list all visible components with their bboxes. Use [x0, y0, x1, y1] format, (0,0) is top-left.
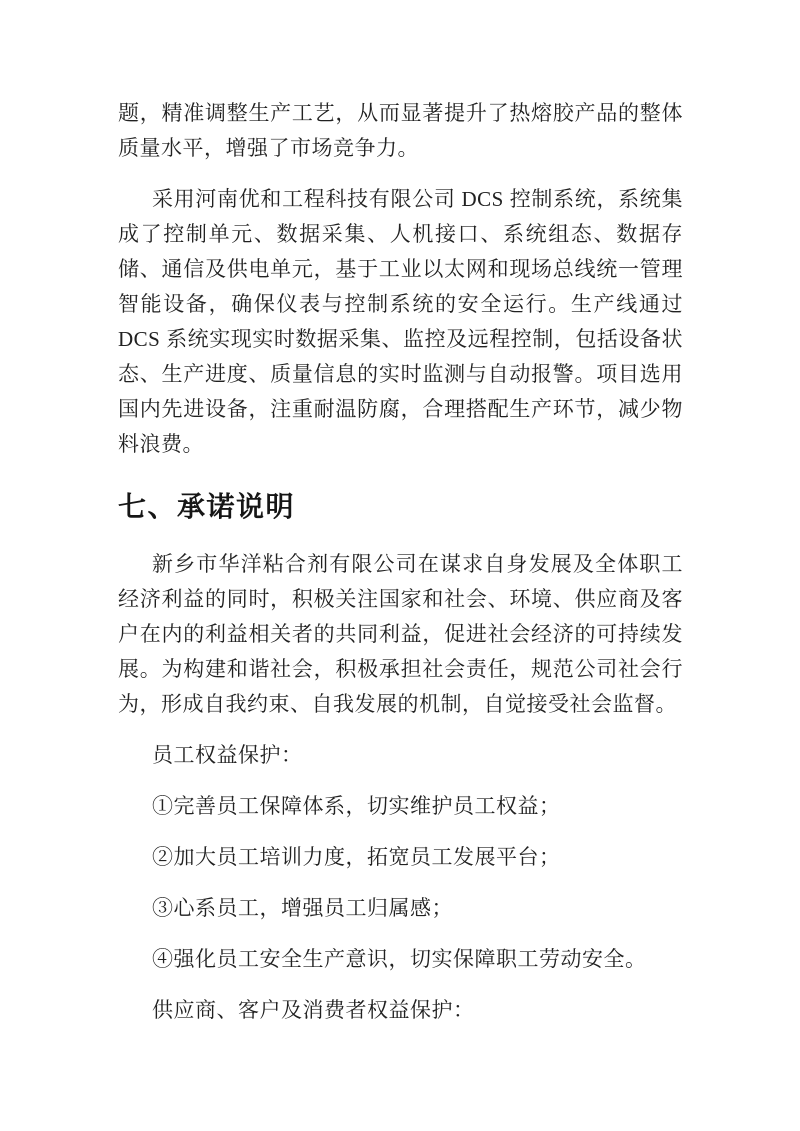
paragraph-dcs-system: 采用河南优和工程科技有限公司 DCS 控制系统，系统集成了控制单元、数据采集、人机接口、系统组态、数据存储、通信及供电单元，基于工业以太网和现场总线统一管理智能设备，确保仪表与控制系统的安全运行。生产线通过 DCS 系统实现实时数据采集、监控及远程控制，包括设备状态、生产进度、质量信息的实时监测与自动报警。项目选用国内先进设备，注重耐温防腐，合理搭配生产环节，减少物料浪费。	[118, 187, 683, 456]
paragraph-quality-continuation: 题，精准调整生产工艺，从而显著提升了热熔胶产品的整体质量水平，增强了市场竞争力。	[118, 101, 683, 160]
list-item-3: ③心系员工，增强员工归属感；	[152, 896, 453, 920]
list-item-2: ②加大员工培训力度，拓宽员工发展平台；	[152, 845, 561, 869]
paragraph-social-responsibility: 新乡市华洋粘合剂有限公司在谋求自身发展及全体职工经济利益的同时，积极关注国家和社会、环境、供应商及客户在内的利益相关者的共同利益，促进社会经济的可持续发展。为构建和谐社会，积极承担社会责任，规范公司社会行为，形成自我约束、自我发展的机制，自觉接受社会监督。	[118, 552, 683, 716]
section-heading-commitment: 七、承诺说明	[118, 491, 296, 522]
lead-in-supplier-customer-rights: 供应商、客户及消费者权益保护：	[152, 998, 475, 1022]
list-item-1: ①完善员工保障体系，切实维护员工权益；	[152, 794, 561, 818]
lead-in-employee-rights: 员工权益保护：	[152, 743, 303, 767]
list-item-4: ④强化员工安全生产意识，切实保障职工劳动安全。	[152, 947, 647, 971]
